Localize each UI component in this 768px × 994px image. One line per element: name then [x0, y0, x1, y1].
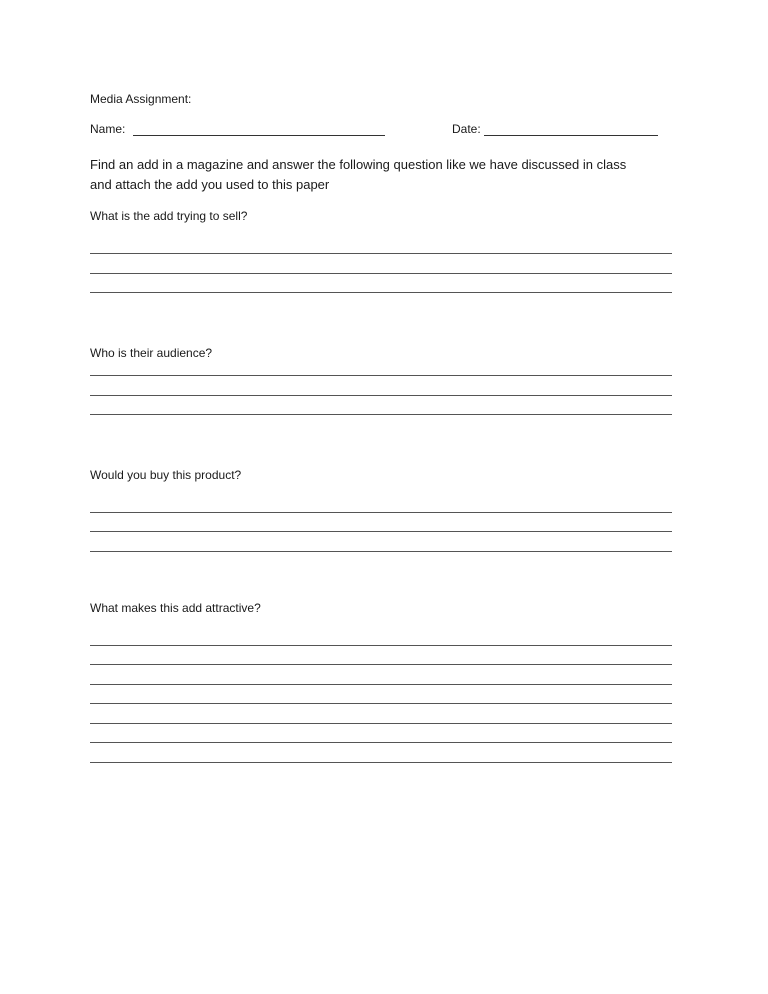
answer-line[interactable] — [90, 723, 672, 724]
answer-line[interactable] — [90, 684, 672, 685]
date-label: Date: — [452, 122, 481, 136]
answer-line[interactable] — [90, 375, 672, 376]
answer-line[interactable] — [90, 531, 672, 532]
question-4: What makes this add attractive? — [90, 601, 261, 615]
question-3: Would you buy this product? — [90, 468, 242, 482]
answer-line[interactable] — [90, 273, 672, 274]
answer-line[interactable] — [90, 253, 672, 254]
answer-line[interactable] — [90, 414, 672, 415]
answer-line[interactable] — [90, 292, 672, 293]
answer-line[interactable] — [90, 703, 672, 704]
answer-line[interactable] — [90, 512, 672, 513]
instruction-line-2: and attach the add you used to this paper — [90, 177, 330, 192]
answer-line[interactable] — [90, 551, 672, 552]
date-blank[interactable] — [484, 135, 658, 136]
name-label: Name: — [90, 122, 126, 136]
instruction-line-1: Find an add in a magazine and answer the following question like we have discussed in class — [90, 157, 627, 172]
question-2: Who is their audience? — [90, 346, 213, 360]
answer-line[interactable] — [90, 742, 672, 743]
name-blank[interactable] — [133, 135, 385, 136]
question-1: What is the add trying to sell? — [90, 209, 248, 223]
assignment-heading: Media Assignment: — [90, 92, 192, 106]
answer-line[interactable] — [90, 762, 672, 763]
answer-line[interactable] — [90, 645, 672, 646]
answer-line[interactable] — [90, 664, 672, 665]
answer-line[interactable] — [90, 395, 672, 396]
